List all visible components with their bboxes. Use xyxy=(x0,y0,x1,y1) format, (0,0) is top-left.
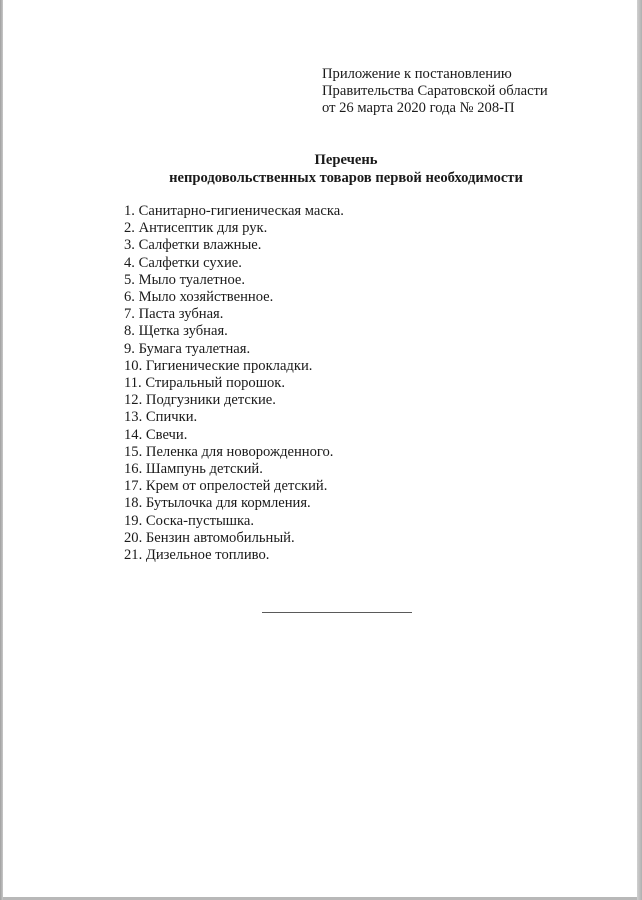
list-item xyxy=(124,341,344,358)
list-item-text: Стиральный порошок. xyxy=(145,375,285,392)
end-divider-line xyxy=(262,612,412,613)
list-item-number: 21. xyxy=(124,547,143,564)
list-item-number: 16. xyxy=(124,461,143,478)
list-item-number: 6. xyxy=(124,289,135,306)
list-item-text: Спички. xyxy=(145,409,198,426)
list-item-text: Салфетки сухие. xyxy=(138,254,242,271)
list-item-number: 7. xyxy=(124,306,135,323)
list-item xyxy=(124,392,344,409)
list-item xyxy=(124,306,344,323)
list-item xyxy=(124,323,344,340)
list-item-text: Крем от опрелостей детский. xyxy=(145,478,328,495)
list-item xyxy=(124,203,344,220)
list-item-number: 20. xyxy=(124,529,143,546)
list-item-number: 17. xyxy=(124,478,143,495)
list-item-text: Гигиенические прокладки. xyxy=(145,357,313,374)
list-item xyxy=(124,272,344,289)
list-item-text: Шампунь детский. xyxy=(145,461,263,478)
list-item xyxy=(124,427,344,444)
list-item-text: Бензин автомобильный. xyxy=(145,529,295,546)
list-item xyxy=(124,289,344,306)
list-item-text: Салфетки влажные. xyxy=(138,237,262,254)
appendix-header-line: Правительства Саратовской области xyxy=(322,83,548,99)
list-item xyxy=(124,409,344,426)
list-item-number: 13. xyxy=(124,409,143,426)
list-item xyxy=(124,237,344,254)
list-item-number: 5. xyxy=(124,271,135,288)
list-item-text: Пеленка для новорожденного. xyxy=(145,443,334,460)
list-item xyxy=(124,444,344,461)
list-item xyxy=(124,375,344,392)
list-item xyxy=(124,547,344,564)
goods-list xyxy=(124,203,344,564)
appendix-header-line: от 26 марта 2020 года № 208-П xyxy=(322,100,515,116)
list-item xyxy=(124,513,344,530)
list-item-number: 14. xyxy=(124,426,143,443)
list-item-number: 9. xyxy=(124,340,135,357)
list-item-number: 18. xyxy=(124,495,143,512)
list-item-number: 19. xyxy=(124,512,143,529)
appendix-header-line: Приложение к постановлению xyxy=(322,66,512,82)
list-item-text: Мыло хозяйственное. xyxy=(138,289,274,306)
title-heading: Перечень xyxy=(314,152,378,168)
list-item-number: 3. xyxy=(124,237,135,254)
title-subheading: непродовольственных товаров первой необходимости xyxy=(169,170,523,186)
list-item-number: 10. xyxy=(124,357,143,374)
list-item-text: Паста зубная. xyxy=(138,306,224,323)
list-item-number: 11. xyxy=(124,375,142,392)
list-item xyxy=(124,255,344,272)
list-item-number: 15. xyxy=(124,443,143,460)
list-item-number: 1. xyxy=(124,203,135,219)
list-item xyxy=(124,220,344,237)
list-item xyxy=(124,358,344,375)
list-item-number: 2. xyxy=(124,220,135,237)
list-item xyxy=(124,530,344,547)
appendix-header xyxy=(322,66,548,117)
list-item-text: Бутылочка для кормления. xyxy=(145,495,311,512)
document-title xyxy=(0,151,642,187)
list-item-text: Санитарно-гигиеническая маска. xyxy=(138,203,344,219)
list-item-text: Подгузники детские. xyxy=(145,392,276,409)
list-item-text: Дизельное топливо. xyxy=(145,547,270,564)
list-item-number: 12. xyxy=(124,392,143,409)
list-item-text: Щетка зубная. xyxy=(138,323,228,340)
list-item xyxy=(124,461,344,478)
list-item-text: Бумага туалетная. xyxy=(138,340,251,357)
list-item-text: Антисептик для рук. xyxy=(138,220,268,237)
list-item xyxy=(124,495,344,512)
page-right-edge xyxy=(637,0,642,900)
list-item-text: Соска-пустышка. xyxy=(145,512,254,529)
list-item-text: Свечи. xyxy=(145,426,188,443)
list-item xyxy=(124,478,344,495)
list-item-text: Мыло туалетное. xyxy=(138,271,246,288)
list-item-number: 8. xyxy=(124,323,135,340)
list-item-number: 4. xyxy=(124,254,135,271)
